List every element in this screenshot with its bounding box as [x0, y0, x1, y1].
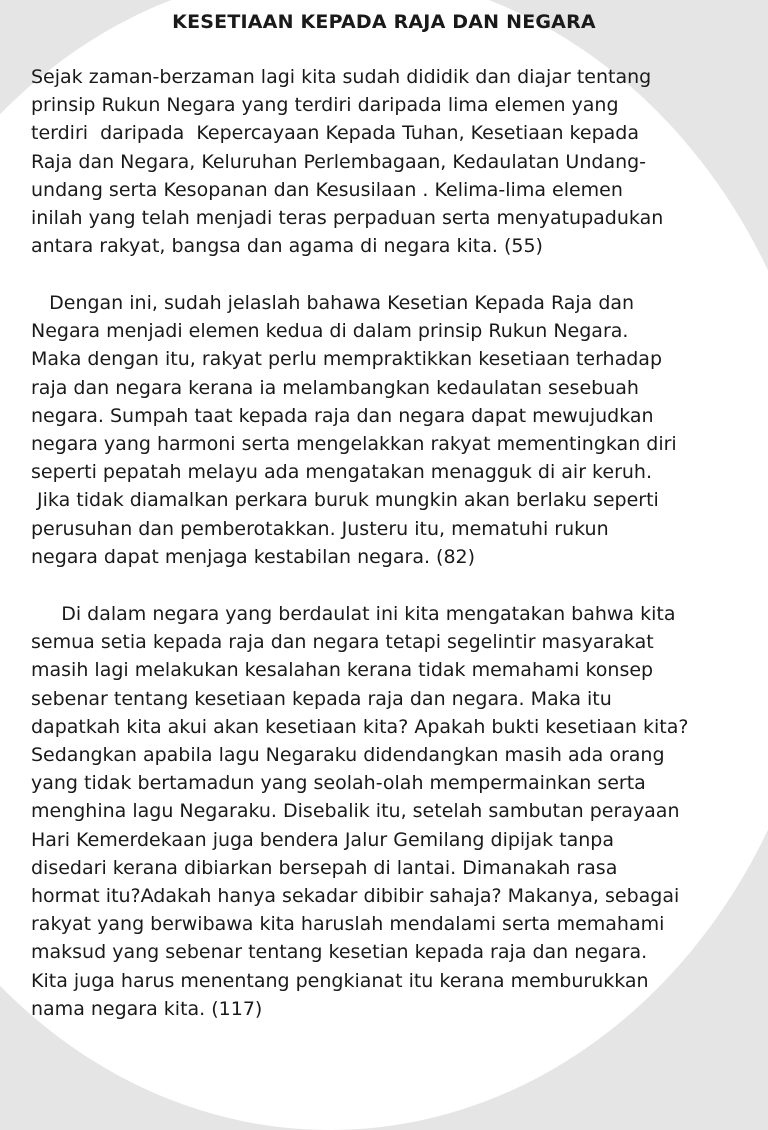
- paragraph-line: masih lagi melakukan kesalahan kerana tidak memahami konsep: [31, 659, 654, 682]
- paragraph-line: semua setia kepada raja dan negara tetapi segelintir masyarakat: [31, 631, 654, 654]
- paragraph-line: menghina lagu Negaraku. Disebalik itu, setelah sambutan perayaan: [31, 800, 680, 823]
- paragraph-line: Maka dengan itu, rakyat perlu mempraktikkan kesetiaan terhadap: [31, 348, 663, 371]
- paragraph-line: perusuhan dan pemberotakkan. Justeru itu, mematuhi rukun: [31, 517, 609, 540]
- paragraph-line: seperti pepatah melayu ada mengatakan menagguk di air keruh.: [31, 461, 652, 484]
- paragraph-line: sebenar tentang kesetiaan kepada raja dan negara. Maka itu: [31, 687, 612, 710]
- paragraph-line: Raja dan Negara, Keluruhan Perlembagaan, Kedaulatan Undang-: [31, 150, 647, 173]
- paragraph-line: terdiri daripada Kepercayaan Kepada Tuhan, Kesetiaan kepada: [31, 122, 639, 145]
- paragraph-line: Di dalam negara yang berdaulat ini kita mengatakan bahwa kita: [31, 603, 676, 625]
- paragraph-line: dapatkah kita akui akan kesetiaan kita? Apakah bukti kesetiaan kita?: [31, 715, 689, 738]
- paragraph-3: [31, 600, 737, 1023]
- paragraph-1: [31, 63, 737, 260]
- paragraph-line: hormat itu?Adakah hanya sekadar dibibir sahaja? Makanya, sebagai: [31, 885, 680, 908]
- paragraph-2: [31, 289, 737, 571]
- paragraph-line: Sedangkan apabila lagu Negaraku didendangkan masih ada orang: [31, 744, 665, 767]
- paragraph-line: disedari kerana dibiarkan bersepah di lantai. Dimanakah rasa: [31, 856, 618, 879]
- paragraph-line: negara dapat menjaga kestabilan negara. (82): [31, 545, 476, 568]
- paragraph-line: Kita juga harus menentang pengkianat itu kerana memburukkan: [31, 969, 649, 992]
- paragraph-line: Dengan ini, sudah jelaslah bahawa Kesetian Kepada Raja dan: [31, 292, 635, 314]
- paragraph-line: antara rakyat, bangsa dan agama di negara kita. (55): [31, 235, 543, 258]
- paragraph-line: nama negara kita. (117): [31, 997, 263, 1020]
- paragraph-line: rakyat yang berwibawa kita haruslah mendalami serta memahami: [31, 913, 665, 936]
- paragraph-line: Negara menjadi elemen kedua di dalam prinsip Rukun Negara.: [31, 320, 629, 343]
- paragraph-line: undang serta Kesopanan dan Kesusilaan . Kelima-lima elemen: [31, 178, 623, 201]
- document-title: KESETIAAN KEPADA RAJA DAN NEGARA: [172, 11, 596, 33]
- paragraph-line: maksud yang sebenar tentang kesetian kepada raja dan negara.: [31, 941, 648, 964]
- paragraph-line: raja dan negara kerana ia melambangkan kedaulatan sesebuah: [31, 376, 639, 399]
- paragraph-line: inilah yang telah menjadi teras perpaduan serta menyatupadukan: [31, 207, 664, 230]
- paragraph-line: negara. Sumpah taat kepada raja dan negara dapat mewujudkan: [31, 404, 654, 427]
- paragraph-line: Jika tidak diamalkan perkara buruk mungkin akan berlaku seperti: [31, 489, 659, 512]
- paragraph-line: Sejak zaman-berzaman lagi kita sudah dididik dan diajar tentang: [31, 66, 652, 88]
- paragraph-line: Hari Kemerdekaan juga bendera Jalur Gemilang dipijak tanpa: [31, 828, 614, 851]
- paragraph-line: negara yang harmoni serta mengelakkan rakyat mementingkan diri: [31, 433, 677, 456]
- paragraph-line: prinsip Rukun Negara yang terdiri daripada lima elemen yang: [31, 94, 619, 117]
- paragraph-line: yang tidak bertamadun yang seolah-olah mempermainkan serta: [31, 772, 646, 795]
